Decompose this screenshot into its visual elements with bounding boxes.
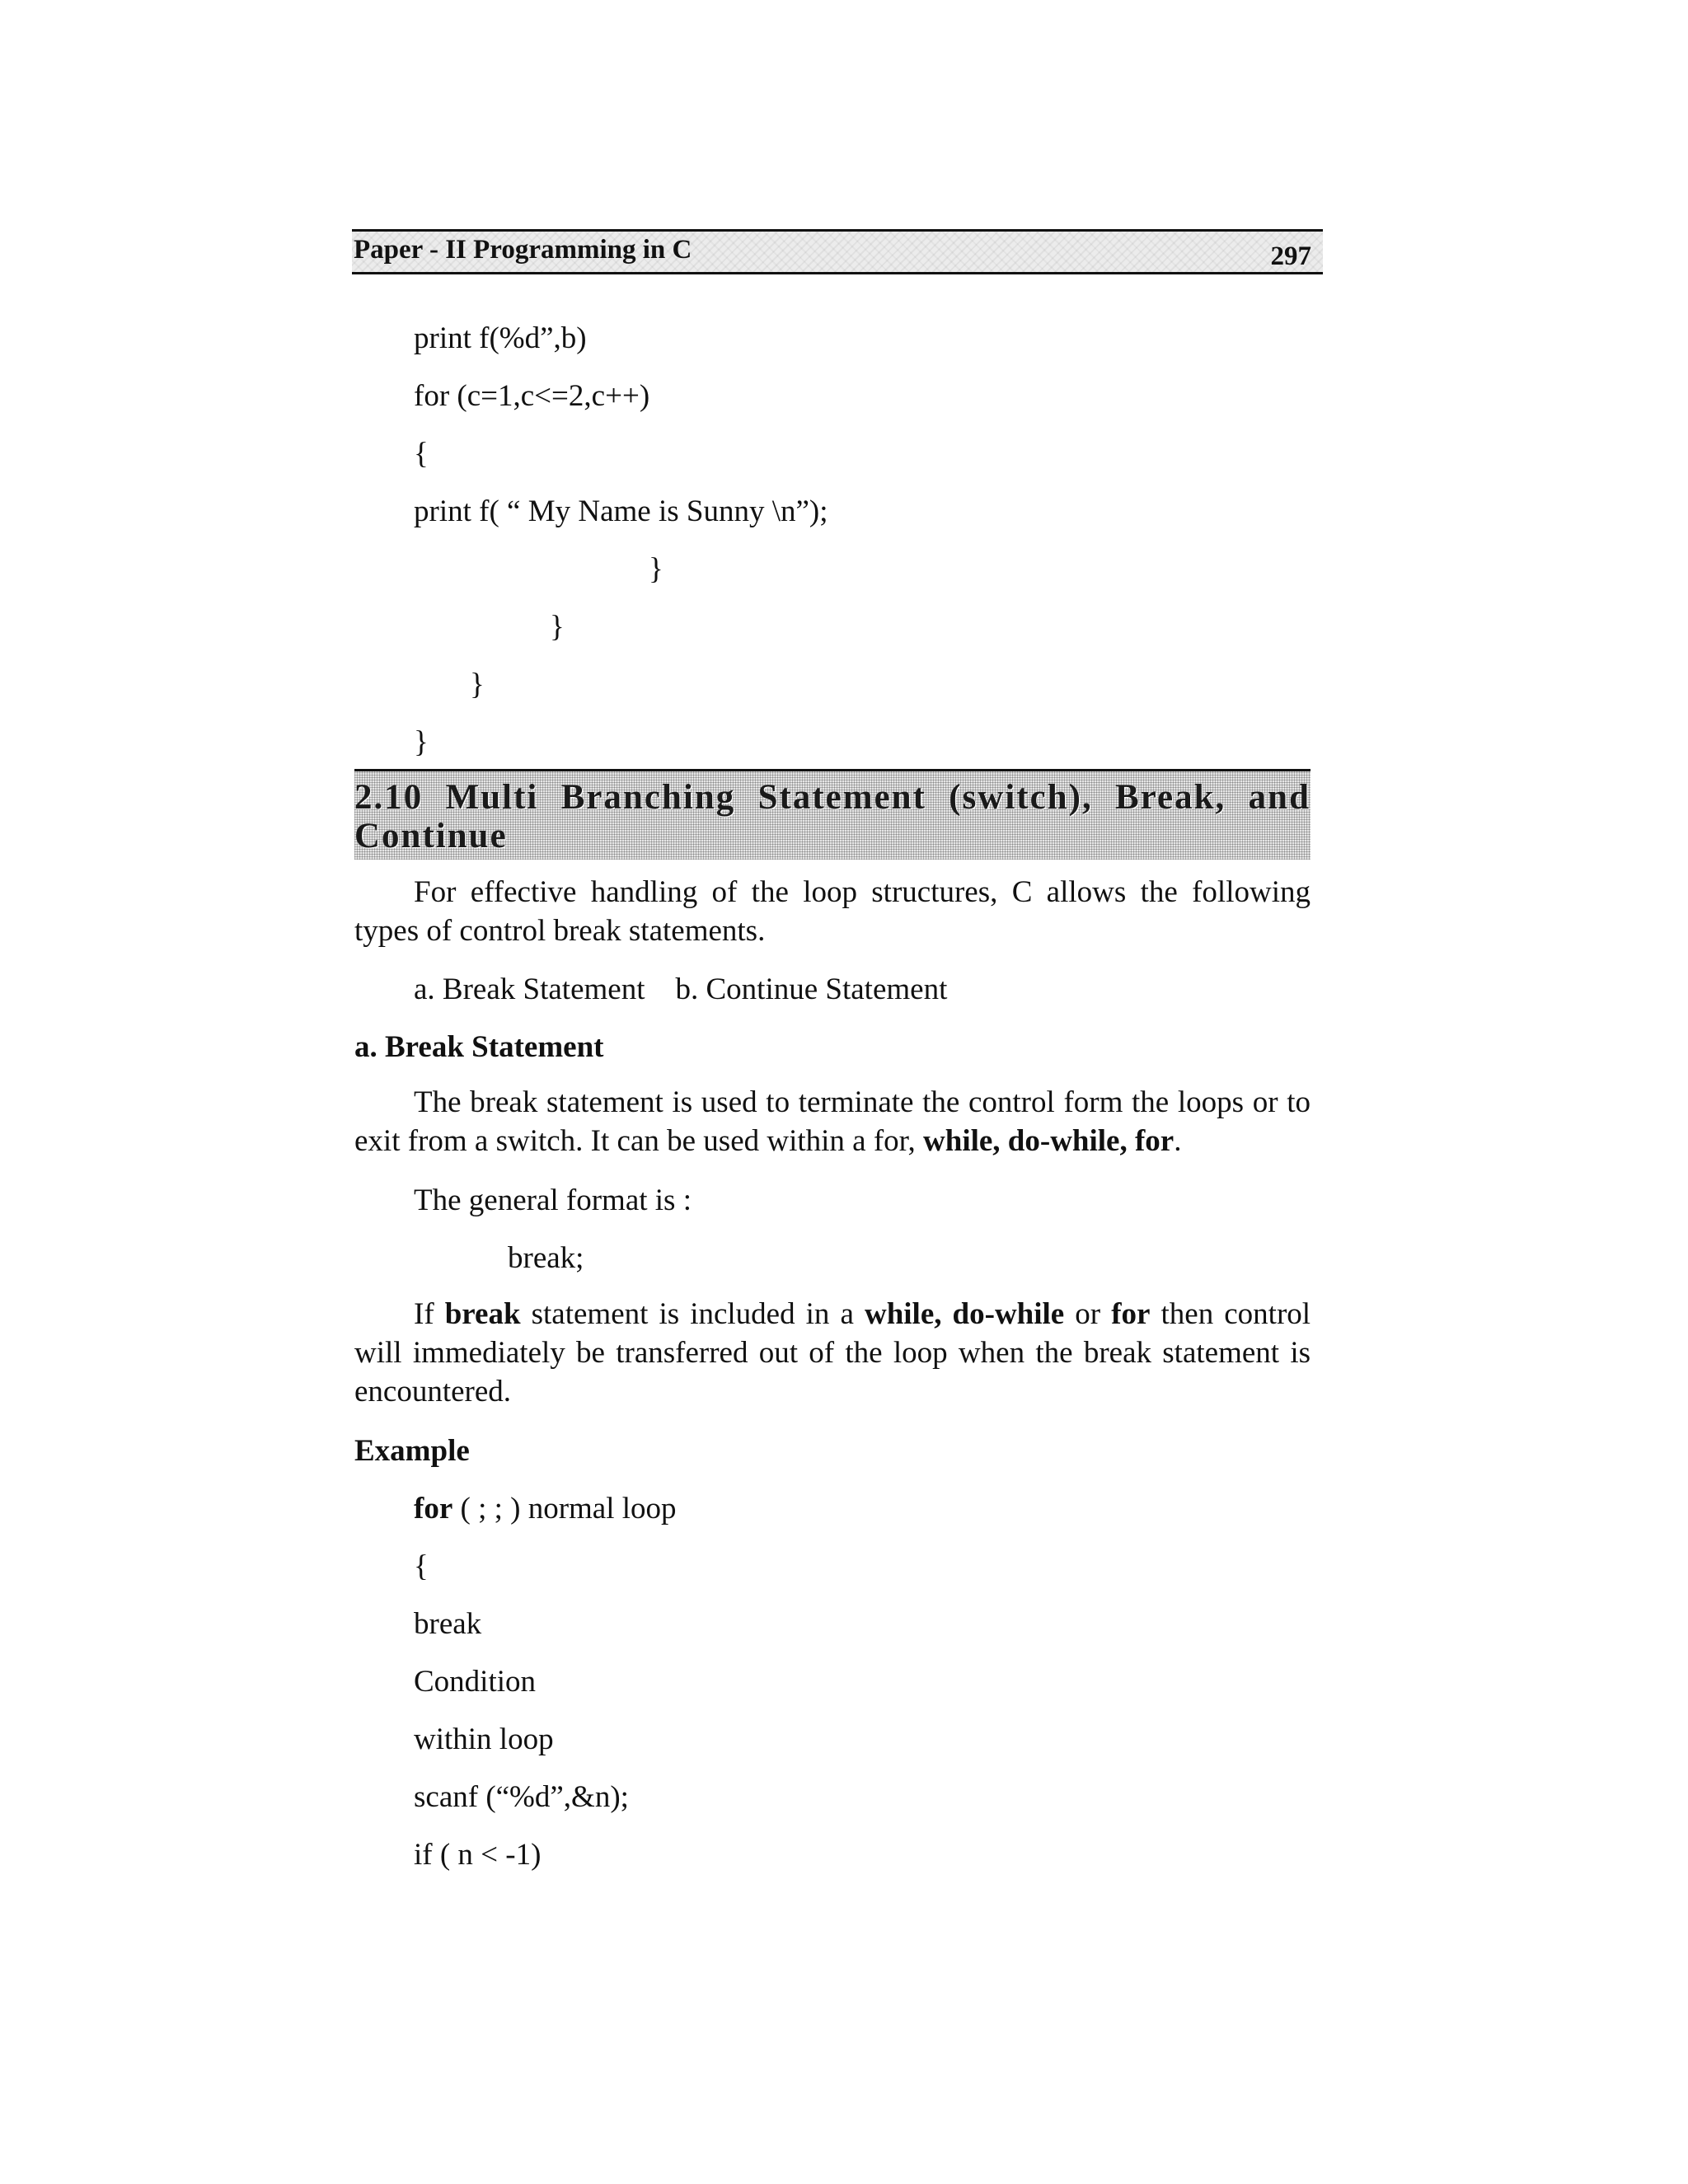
example-heading: Example	[354, 1434, 470, 1468]
header-title: Paper - II Programming in C	[354, 235, 692, 265]
example-for-rest: ( ; ; ) normal loop	[460, 1492, 677, 1526]
page-number: 297	[1270, 241, 1311, 271]
statement-options-text: a. Break Statement b. Continue Statement	[414, 972, 948, 1006]
code-line: for (c=1,c<=2,c++)	[414, 379, 650, 413]
code-line: print f(%d”,b)	[414, 321, 587, 355]
para2-t1: If	[414, 1297, 434, 1331]
code-line: }	[414, 725, 429, 759]
para2-t2: statement is included in a	[531, 1297, 854, 1331]
example-line: within loop	[414, 1722, 554, 1756]
section-heading	[354, 769, 1311, 860]
para1-end: .	[1174, 1124, 1182, 1158]
general-format-label: The general format is :	[414, 1183, 692, 1217]
example-for-keyword: for	[414, 1492, 453, 1526]
example-line: if ( n < -1)	[414, 1838, 542, 1872]
code-line: }	[649, 552, 663, 586]
section-intro: For effective handling of the loop structures, C allows the following types of control break statements.	[354, 875, 1311, 948]
para2-t4: then control will immediately be transferred out of the loop when the break statement is encountered.	[354, 1297, 1311, 1408]
code-line: print f( “ My Name is Sunny \n”);	[414, 494, 828, 528]
example-line: scanf (“%d”,&n);	[414, 1780, 629, 1814]
break-control-paragraph	[354, 1295, 1311, 1411]
section-heading-text: 2.10 Multi Branching Statement (switch), Break, and Continue	[354, 778, 1311, 855]
break-statement-heading: a. Break Statement	[354, 1030, 604, 1064]
example-for-line	[414, 1493, 677, 1524]
code-line: }	[470, 668, 485, 701]
para2-t3: or	[1075, 1297, 1101, 1331]
example-line: Condition	[414, 1665, 537, 1699]
page-header	[352, 229, 1323, 274]
para1-text: The break statement is used to terminate the control form the loops or to exit from a switch. It can be used within a for,	[354, 1085, 1311, 1158]
break-statement-paragraph	[354, 1083, 1311, 1160]
para1-bold: while, do-while, for	[923, 1124, 1175, 1158]
para2-b1: break	[444, 1297, 521, 1331]
statement-options	[414, 974, 947, 1005]
example-line: {	[414, 1549, 429, 1583]
code-line: }	[550, 610, 565, 644]
example-line: break	[414, 1607, 482, 1641]
break-format-code: break;	[508, 1241, 584, 1275]
code-line: {	[414, 437, 429, 471]
para2-b2: while, do-while	[864, 1297, 1065, 1331]
para2-b3: for	[1111, 1297, 1151, 1331]
